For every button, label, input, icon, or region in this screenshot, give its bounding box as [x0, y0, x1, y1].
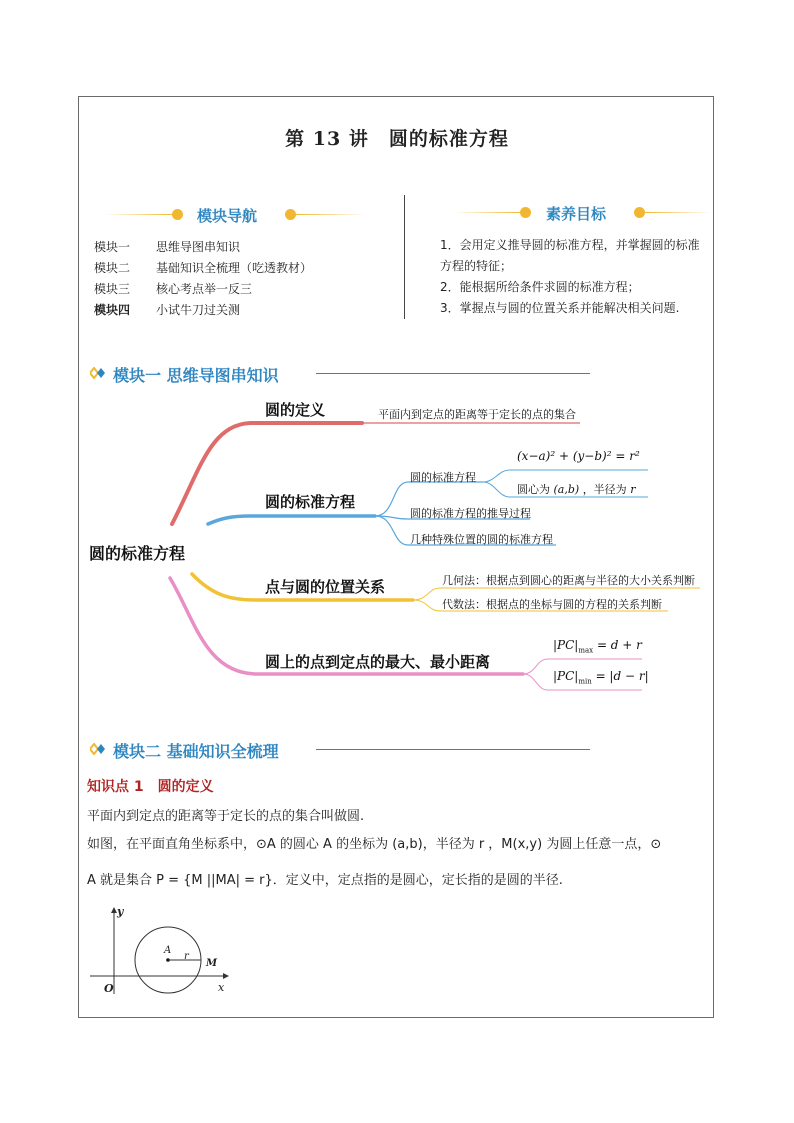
page-title: 第 13 讲 圆的标准方程 [285, 128, 509, 150]
mm-max-label: |PC| [553, 638, 579, 652]
mm-max-rhs: = d + r [596, 638, 642, 652]
definition-text: 平面内到定点的距离等于定长的点的集合叫做圆. [87, 809, 365, 824]
explanation-line-1: 如图，在平面直角坐标系中，⊙A 的圆心 A 的坐标为 (a,b)，半径为 r ，M(x,y) 为圆上任意一点，⊙ [87, 837, 662, 852]
fig-origin-label: O [104, 982, 114, 995]
mm-b3-algebraic: 代数法：根据点的坐标与圆的方程的关系判断 [442, 598, 662, 611]
fig-x-label: x [218, 981, 225, 994]
mm-max-sub: max [578, 646, 594, 655]
fig-point-label: M [206, 958, 218, 969]
mm-b4-min [553, 669, 649, 685]
mm-b2-sub3: 几种特殊位置的圆的标准方程 [410, 533, 553, 546]
section2-rule [316, 749, 590, 750]
mindmap-root: 圆的标准方程 [89, 544, 186, 563]
mm-b1-note: 平面内到定点的距离等于定长的点的集合 [378, 408, 576, 421]
mm-radius-prefix: ，半径为 [582, 483, 627, 496]
mm-b2-equation: (x−a)² + (y−b)² = r² [517, 449, 640, 463]
mm-b3-title: 点与圆的位置关系 [265, 578, 386, 596]
mm-b4-title: 圆上的点到定点的最大、最小距离 [265, 653, 491, 671]
mm-min-label: |PC| [553, 669, 579, 683]
section1-heading: 模块一 思维导图串知识 [113, 366, 279, 385]
nav-label-2: 模块二 [94, 261, 131, 275]
mm-b2-title: 圆的标准方程 [265, 493, 356, 511]
mm-b2-sub2: 圆的标准方程的推导过程 [410, 507, 531, 520]
mm-b2-sub1: 圆的标准方程 [410, 471, 476, 484]
nav-text-3: 核心考点举一反三 [156, 282, 253, 296]
explanation-line-2: A 就是集合 P = {M ||MA| = r}．定义中，定点指的是圆心，定长指的是圆的半径. [87, 873, 563, 888]
mm-b2-center-radius [517, 481, 635, 497]
mm-center-value: (a,b) [553, 483, 580, 496]
goal-line-4: 3．掌握点与圆的位置关系并能解决相关问题. [440, 301, 680, 315]
nav-heading: 模块导航 [197, 207, 258, 225]
nav-text-2: 基础知识全梳理（吃透教材） [156, 261, 313, 275]
mm-b1-title: 圆的定义 [265, 401, 326, 419]
nav-label-3: 模块三 [94, 282, 131, 296]
mm-min-sub: min [578, 677, 592, 686]
mm-center-prefix: 圆心为 [517, 483, 550, 496]
mm-b4-max [553, 638, 642, 654]
goal-line-3: 2．能根据所给条件求圆的标准方程； [440, 280, 640, 294]
goal-line-1: 1．会用定义推导圆的标准方程，并掌握圆的标准 [440, 238, 700, 252]
mm-min-rhs: = |d − r| [595, 669, 649, 683]
fig-radius-label: r [184, 951, 189, 962]
nav-text-4: 小试牛刀过关测 [156, 303, 241, 317]
nav-label-4: 模块四 [94, 303, 131, 317]
fig-y-label: y [117, 905, 124, 918]
goal-heading: 素养目标 [546, 205, 607, 223]
knowledge-point-title: 知识点 1 圆的定义 [87, 779, 214, 795]
goal-line-2: 方程的特征； [440, 259, 513, 273]
nav-text-1: 思维导图串知识 [156, 240, 241, 254]
nav-label-1: 模块一 [94, 240, 131, 254]
section2-heading: 模块二 基础知识全梳理 [113, 742, 279, 761]
mm-radius-value: r [630, 483, 636, 496]
section2-diamond-icon [90, 743, 106, 755]
mm-b3-geometric: 几何法：根据点到圆心的距离与半径的大小关系判断 [442, 574, 695, 587]
fig-center-label: A [164, 945, 172, 956]
